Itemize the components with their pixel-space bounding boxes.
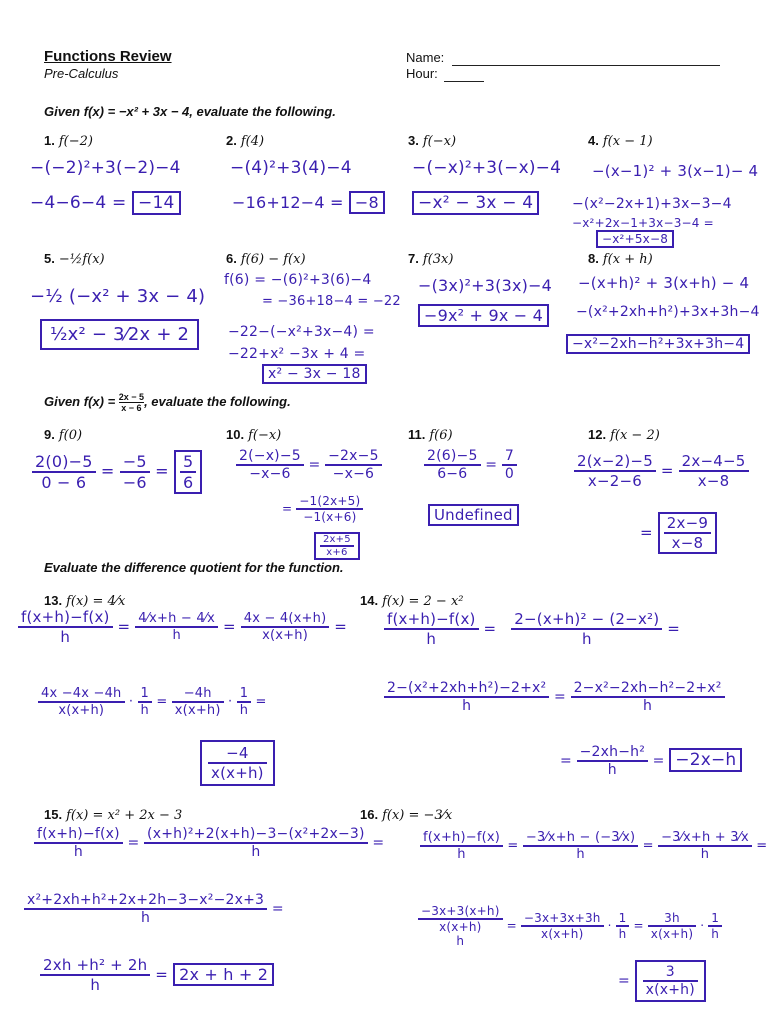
problem-15-work-3: $\frac{\text{2xh +h² + 2h}}{h}$ = 2x + h + 2 <box>40 956 274 994</box>
problem-13-answer: $\frac{-4}{x(x+h)}$ <box>200 740 275 786</box>
problem-13-answer-wrap <box>200 740 275 786</box>
problem-15-work-2: $\frac{\text{x²+2xh+h²+2x+2h−3−x²−2x+3}}{h}$ = <box>24 892 284 926</box>
problem-4-label: 4. f(x − 1) <box>588 133 653 149</box>
problem-6-work-4: −22+x² −3x + 4 = <box>228 346 366 362</box>
problem-11-label: 11. f(6) <box>408 427 453 443</box>
problem-13-label: 13. f(x) = 4⁄x <box>44 593 126 609</box>
problem-12-answer-wrap: = $\frac{2x-9}{x-8}$ <box>640 512 717 554</box>
problem-6-work-2: = −36+18−4 = −22 <box>262 294 401 309</box>
section3-instruction: Evaluate the difference quotient for the function. <box>44 560 344 575</box>
problem-8-answer: −x²−2xh−h²+3x+3h−4 <box>566 334 750 354</box>
problem-6-answer: x² − 3x − 18 <box>262 364 367 384</box>
problem-8-work-3 <box>566 336 750 352</box>
problem-11-work: $\frac{2(6)-5}{6-6}$ = $\frac{7}{0}$ <box>424 448 517 482</box>
problem-1-answer: −14 <box>132 191 180 215</box>
problem-16-label: 16. f(x) = −3⁄x <box>360 807 453 823</box>
problem-5-answer: ½x² − 3⁄2x + 2 <box>40 319 199 350</box>
problem-2-label: 2. f(4) <box>226 133 265 149</box>
problem-3-label: 3. f(−x) <box>408 133 457 149</box>
problem-5-work-2 <box>40 324 199 345</box>
name-field[interactable] <box>452 65 720 66</box>
problem-10-answer: $\frac{2x+5}{x+6}$ <box>314 532 360 560</box>
section1-instruction: Given f(x) = −x² + 3x − 4, evaluate the following. <box>44 104 336 119</box>
section2-instruction: Given f(x) = $\frac{2x - 5}{x - 6}$ , evaluate the following. <box>44 392 291 413</box>
problem-3-answer: −x² − 3x − 4 <box>412 191 539 215</box>
problem-7-answer: −9x² + 9x − 4 <box>418 304 549 327</box>
problem-10-work-2: = $\frac{-1(2x+5)}{-1(x+6)}$ <box>282 494 363 524</box>
problem-4-work-2: −(x²−2x+1)+3x−3−4 <box>572 196 732 212</box>
problem-14-answer: −2x−h <box>669 748 742 772</box>
problem-10-work-1: $\frac{2(-x)-5}{-x-6}$ = $\frac{-2x-5}{-x-6}$ <box>236 448 382 482</box>
problem-16-work-2: −3x+3(x+h) x(x+h) h = $\frac{-3x+3x+3h}{x(x+h)}$ · $\frac{1}{h}$ = $\frac{3h}{x(x+h)}$ · $\frac{1}{h}$ <box>418 904 722 948</box>
problem-2-answer: −8 <box>349 191 385 214</box>
problem-8-work-1: −(x+h)² + 3(x+h) − 4 <box>578 274 750 292</box>
problem-5-label: 5. −½f(x) <box>44 251 105 267</box>
problem-1-work-1: −(−2)²+3(−2)−4 <box>30 158 181 178</box>
problem-16-answer-wrap: = $\frac{3}{x(x+h)}$ <box>618 960 706 1002</box>
problem-1-work-2: −4−6−4 = −14 <box>30 193 181 213</box>
problem-16-work-1: $\frac{f(x+h)-f(x)}{h}$ = $\frac{-3⁄x+h - (-3⁄x)}{h}$ = $\frac{-3⁄x+h + 3⁄x}{h}$ = <box>420 830 767 862</box>
problem-6-work-1: f(6) = −(6)²+3(6)−4 <box>224 272 372 288</box>
problem-3-work-2 <box>412 193 539 213</box>
problem-7-work-2 <box>418 306 549 325</box>
problem-4-work-4 <box>596 232 674 246</box>
page-subtitle: Pre-Calculus <box>44 66 119 81</box>
problem-13-work-2: $\frac{4x -4x -4h}{x(x+h)}$ · $\frac{1}{h}$ = $\frac{-4h}{x(x+h)}$ · $\frac{1}{h}$ = <box>38 686 267 718</box>
problem-9-label: 9. f(0) <box>44 427 83 443</box>
problem-14-work-1: $\frac{f(x+h)-f(x)}{h}$ = $\frac{\text{2−(x+h)² − (2−x²)}}{h}$ = <box>384 610 680 648</box>
problem-9-answer: $\frac{5}{6}$ <box>174 450 202 494</box>
problem-10-work-3 <box>314 532 360 560</box>
problem-10-label: 10. f(−x) <box>226 427 282 443</box>
problem-7-work-1: −(3x)²+3(3x)−4 <box>418 276 553 295</box>
name-label: Name: <box>406 50 445 65</box>
problem-6-label: 6. f(6) − f(x) <box>226 251 306 267</box>
problem-6-work-5 <box>262 366 367 382</box>
problem-3-work-1: −(−x)²+3(−x)−4 <box>412 158 562 178</box>
problem-14-label: 14. f(x) = 2 − x² <box>360 593 464 609</box>
problem-15-label: 15. f(x) = x² + 2x − 3 <box>44 807 183 823</box>
problem-15-work-1: $\frac{f(x+h)-f(x)}{h}$ = $\frac{\text{(x+h)²+2(x+h)−3−(x²+2x−3)}}{h}$ = <box>34 826 384 860</box>
problem-12-label: 12. f(x − 2) <box>588 427 660 443</box>
problem-14-work-2: $\frac{\text{2−(x²+2xh+h²)−2+x²}}{h}$ = $\frac{\text{2−x²−2xh−h²−2+x²}}{h}$ <box>384 680 725 714</box>
problem-12-work: $\frac{2(x-2)-5}{x-2-6}$ = $\frac{2x-4-5}{x-8}$ <box>574 452 749 490</box>
problem-2-work-1: −(4)²+3(4)−4 <box>230 158 352 178</box>
problem-13-work-1: $\frac{f(x+h)-f(x)}{h}$ = $\frac{4⁄x+h - 4⁄x}{h}$ = $\frac{4x - 4(x+h)}{x(x+h)}$ = <box>18 608 347 646</box>
problem-2-work-2: −16+12−4 = −8 <box>232 193 385 212</box>
problem-8-work-2: −(x²+2xh+h²)+3x+3h−4 <box>576 304 760 320</box>
problem-11-answer-wrap <box>428 506 519 524</box>
problem-9-work: $\frac{2(0)-5}{0 - 6}$ = $\frac{-5}{-6}$ = $\frac{5}{6}$ <box>32 450 202 494</box>
problem-11-answer: Undefined <box>428 504 519 526</box>
problem-4-answer: −x²+5x−8 <box>596 230 674 248</box>
problem-4-work-3: −x²+2x−1+3x−3−4 = <box>572 216 714 230</box>
problem-4-work-1: −(x−1)² + 3(x−1)− 4 <box>592 162 759 180</box>
problem-8-label: 8. f(x + h) <box>588 251 653 267</box>
problem-15-answer: 2x + h + 2 <box>173 963 274 986</box>
hour-field[interactable] <box>444 81 484 82</box>
problem-6-work-3: −22−(−x²+3x−4) = <box>228 324 375 340</box>
problem-1-label: 1. f(−2) <box>44 133 93 149</box>
problem-7-label: 7. f(3x) <box>408 251 454 267</box>
problem-16-answer: $\frac{3}{x(x+h)}$ <box>635 960 706 1002</box>
problem-14-work-3: = $\frac{\text{−2xh−h²}}{h}$ = −2x−h <box>560 744 742 778</box>
problem-12-answer: $\frac{2x-9}{x-8}$ <box>658 512 717 554</box>
problem-5-work-1: −½ (−x² + 3x − 4) <box>30 286 206 307</box>
page-title: Functions Review <box>44 48 172 65</box>
hour-label: Hour: <box>406 66 438 81</box>
